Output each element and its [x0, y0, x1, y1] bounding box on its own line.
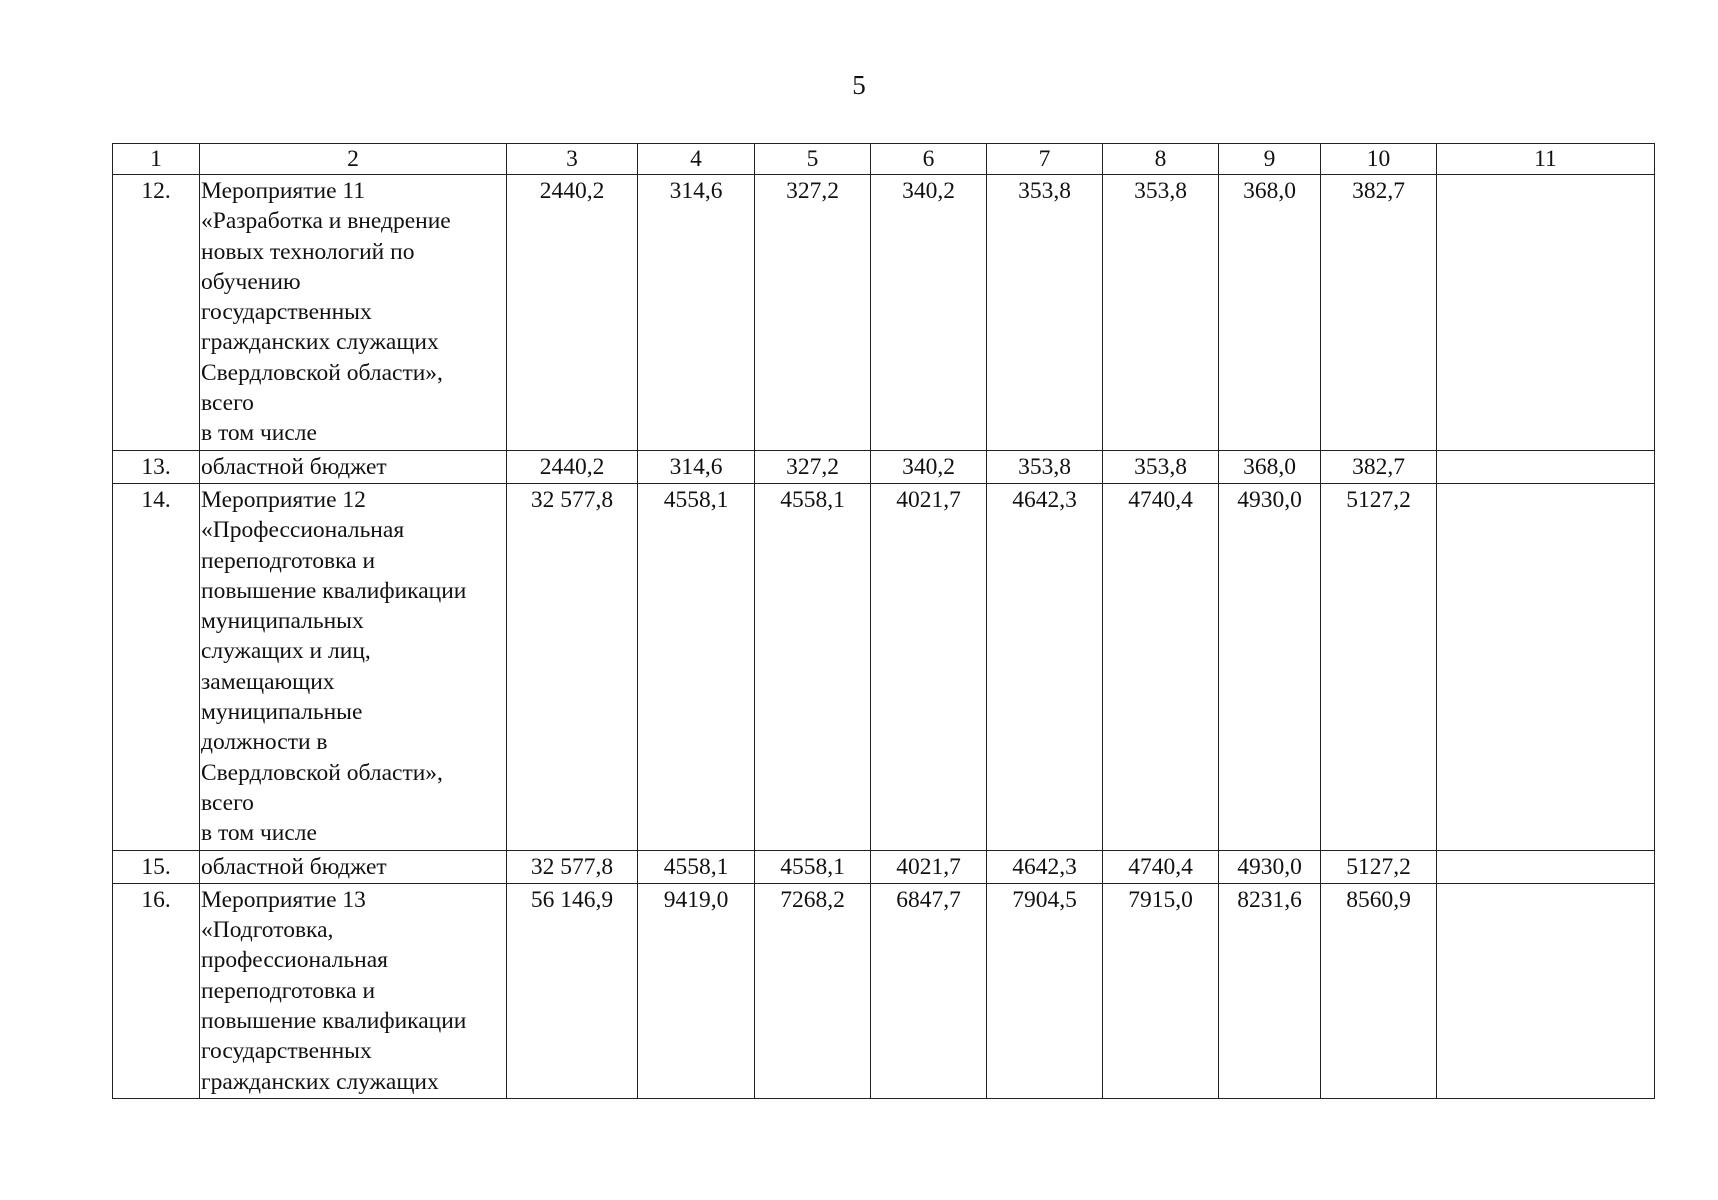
table-cell: 382,7	[1321, 175, 1437, 451]
table-cell: 327,2	[755, 175, 871, 451]
table-cell: 8560,9	[1321, 883, 1437, 1098]
table-cell: 7268,2	[755, 883, 871, 1098]
table-cell: 353,8	[1103, 175, 1219, 451]
row-description: Мероприятие 12 «Профессиональная переподготовка и повышение квалификации муниципальных служащих и лиц, замещающих муниципальные должности в Свердловской области», всего в том числе	[200, 483, 507, 850]
column-header: 5	[755, 144, 871, 175]
table-cell: 353,8	[1103, 450, 1219, 483]
table-row	[113, 850, 1655, 883]
column-header: 8	[1103, 144, 1219, 175]
budget-table-container	[112, 143, 1655, 1099]
row-description: Мероприятие 13 «Подготовка, профессиональная переподготовка и повышение квалификации государственных гражданских служащих	[200, 883, 507, 1098]
table-cell	[1437, 450, 1655, 483]
table-cell: 4642,3	[987, 483, 1103, 850]
table-cell: 314,6	[638, 450, 755, 483]
table-cell: 353,8	[987, 175, 1103, 451]
table-cell: 382,7	[1321, 450, 1437, 483]
table-cell	[1437, 883, 1655, 1098]
table-row	[113, 483, 1655, 850]
column-header: 1	[113, 144, 200, 175]
table-cell: 4740,4	[1103, 850, 1219, 883]
table-cell: 4930,0	[1219, 850, 1321, 883]
table-cell	[1437, 483, 1655, 850]
column-header: 7	[987, 144, 1103, 175]
column-header: 11	[1437, 144, 1655, 175]
table-cell	[1437, 175, 1655, 451]
table-cell: 340,2	[871, 175, 987, 451]
table-cell: 4740,4	[1103, 483, 1219, 850]
column-header: 9	[1219, 144, 1321, 175]
table-cell: 327,2	[755, 450, 871, 483]
table-cell: 368,0	[1219, 175, 1321, 451]
table-cell: 7904,5	[987, 883, 1103, 1098]
table-cell: 4558,1	[755, 483, 871, 850]
column-header: 3	[507, 144, 638, 175]
table-cell: 4558,1	[638, 850, 755, 883]
column-header: 2	[200, 144, 507, 175]
table-row	[113, 175, 1655, 451]
table-cell: 56 146,9	[507, 883, 638, 1098]
row-number: 14.	[113, 483, 200, 850]
table-row	[113, 450, 1655, 483]
table-cell: 368,0	[1219, 450, 1321, 483]
table-cell: 2440,2	[507, 175, 638, 451]
table-cell: 6847,7	[871, 883, 987, 1098]
table-cell: 32 577,8	[507, 850, 638, 883]
column-number-header-row	[113, 144, 1655, 175]
row-number: 13.	[113, 450, 200, 483]
table-cell: 32 577,8	[507, 483, 638, 850]
table-cell: 5127,2	[1321, 850, 1437, 883]
table-cell: 4558,1	[755, 850, 871, 883]
row-description: Мероприятие 11 «Разработка и внедрение новых технологий по обучению государственных гражданских служащих Свердловской области», всего в том числе	[200, 175, 507, 451]
table-cell: 353,8	[987, 450, 1103, 483]
table-cell: 4930,0	[1219, 483, 1321, 850]
row-number: 16.	[113, 883, 200, 1098]
table-cell: 2440,2	[507, 450, 638, 483]
column-header: 4	[638, 144, 755, 175]
table-cell: 4021,7	[871, 850, 987, 883]
page-number: 5	[852, 70, 866, 100]
table-cell: 9419,0	[638, 883, 755, 1098]
column-header: 6	[871, 144, 987, 175]
row-number: 15.	[113, 850, 200, 883]
table-cell: 4642,3	[987, 850, 1103, 883]
table-cell: 8231,6	[1219, 883, 1321, 1098]
table-cell: 7915,0	[1103, 883, 1219, 1098]
table-cell: 314,6	[638, 175, 755, 451]
table-cell: 4021,7	[871, 483, 987, 850]
budget-table	[112, 143, 1655, 1099]
table-cell: 340,2	[871, 450, 987, 483]
table-row	[113, 883, 1655, 1098]
row-description: областной бюджет	[200, 850, 507, 883]
table-cell: 4558,1	[638, 483, 755, 850]
row-description: областной бюджет	[200, 450, 507, 483]
table-cell: 5127,2	[1321, 483, 1437, 850]
row-number: 12.	[113, 175, 200, 451]
table-cell	[1437, 850, 1655, 883]
column-header: 10	[1321, 144, 1437, 175]
